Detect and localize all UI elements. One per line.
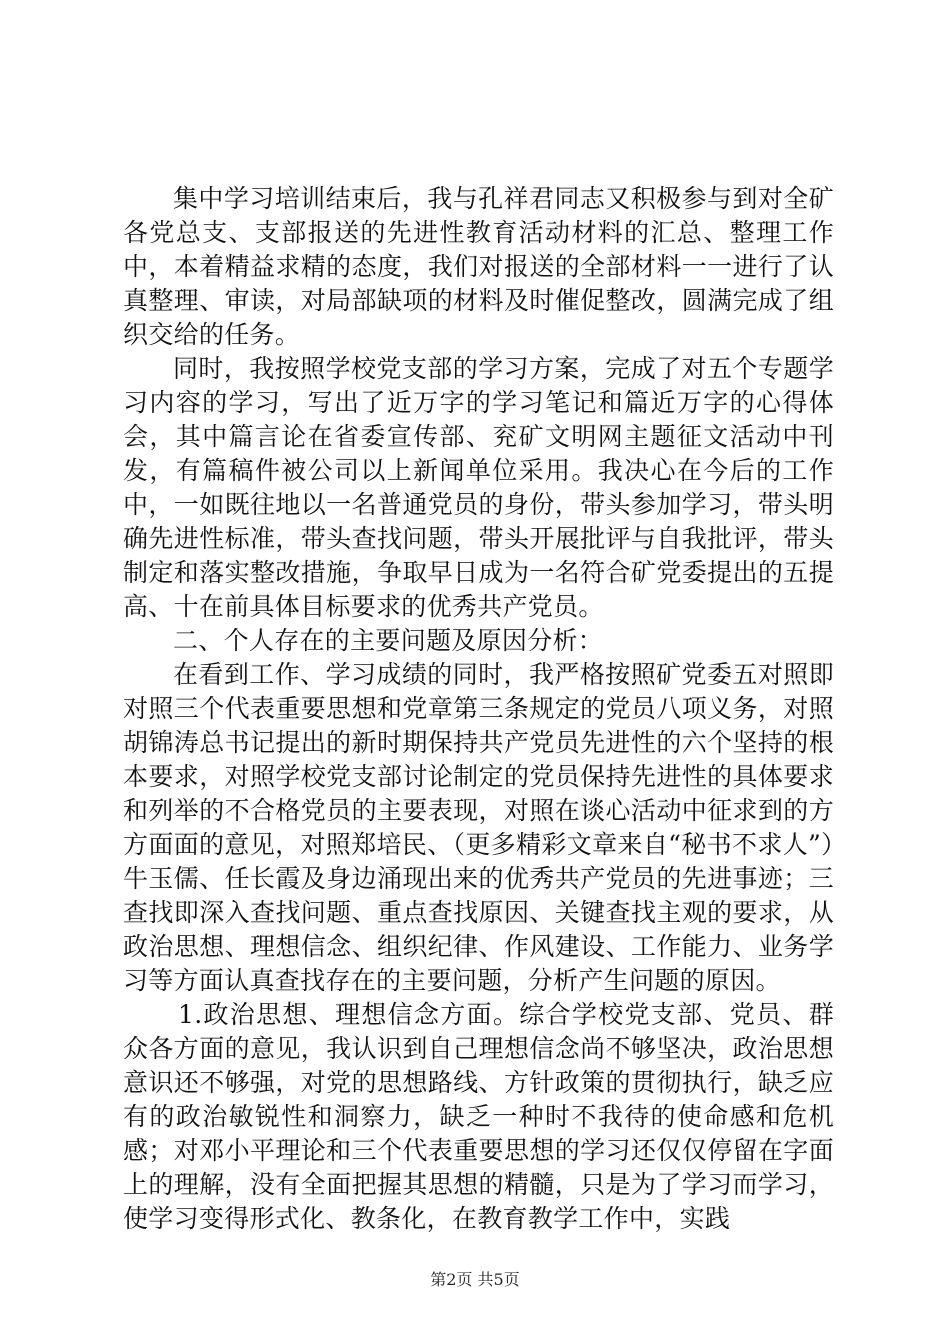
paragraph-training-summary: 集中学习培训结束后，我与孔祥君同志又积极参与到对全矿各党总支、支部报送的先进性教育活动材料的汇总、整理工作中，本着精益求精的态度，我们对报送的全部材料一一进行了认真整理、审读，对局部缺项的材料及时催促整改，圆满完成了组织交给的任务。 [123,184,834,349]
paragraph-self-examination: 在看到工作、学习成绩的同时，我严格按照矿党委五对照即对照三个代表重要思想和党章第三条规定的党员八项义务，对照胡锦涛总书记提出的新时期保持共产党员先进性的六个坚持的根本要求，对照学校党支部讨论制定的党员保持先进性的具体要求和列举的不合格党员的主要表现，对照在谈心活动中征求到的方方面面的意见，对照郑培民、（更多精彩文章来自“秘书不求人”）牛玉儒、任长霞及身边涌现出来的优秀共产党员的先进事迹；三查找即深入查找问题、重点查找原因、关键查找主观的要求，从政治思想、理想信念、组织纪律、作风建设、工作能力、业务学习等方面认真查找存在的主要问题，分析产生问题的原因。 [123,660,834,995]
paragraph-political-thought: 1.政治思想、理想信念方面。综合学校党支部、党员、群众各方面的意见，我认识到自己理想信念尚不够坚决，政治思想意识还不够强，对党的思想路线、方针政策的贯彻执行，缺乏应有的政治敏锐性和洞察力，缺乏一种时不我待的使命感和危机感；对邓小平理论和三个代表重要思想的学习还仅仅停留在字面上的理解，没有全面把握其思想的精髓，只是为了学习而学习，使学习变得形式化、教条化，在教育教学工作中，实践 [123,1000,834,1233]
paragraph-study-plan: 同时，我按照学校党支部的学习方案，完成了对五个专题学习内容的学习，写出了近万字的学习笔记和篇近万字的心得体会，其中篇言论在省委宣传部、兖矿文明网主题征文活动中刊发，有篇稿件被公司以上新闻单位采用。我决心在今后的工作中，一如既往地以一名普通党员的身份，带头参加学习，带头明确先进性标准，带头查找问题，带头开展批评与自我批评，带头制定和落实整改措施，争取早日成为一名符合矿党委提出的五提高、十在前具体目标要求的优秀共产党员。 [123,354,834,621]
page-footer: 第2页 共5页 [430,1270,520,1289]
section-heading-problems: 二、个人存在的主要问题及原因分析： [173,626,604,655]
document-body [123,182,834,1236]
